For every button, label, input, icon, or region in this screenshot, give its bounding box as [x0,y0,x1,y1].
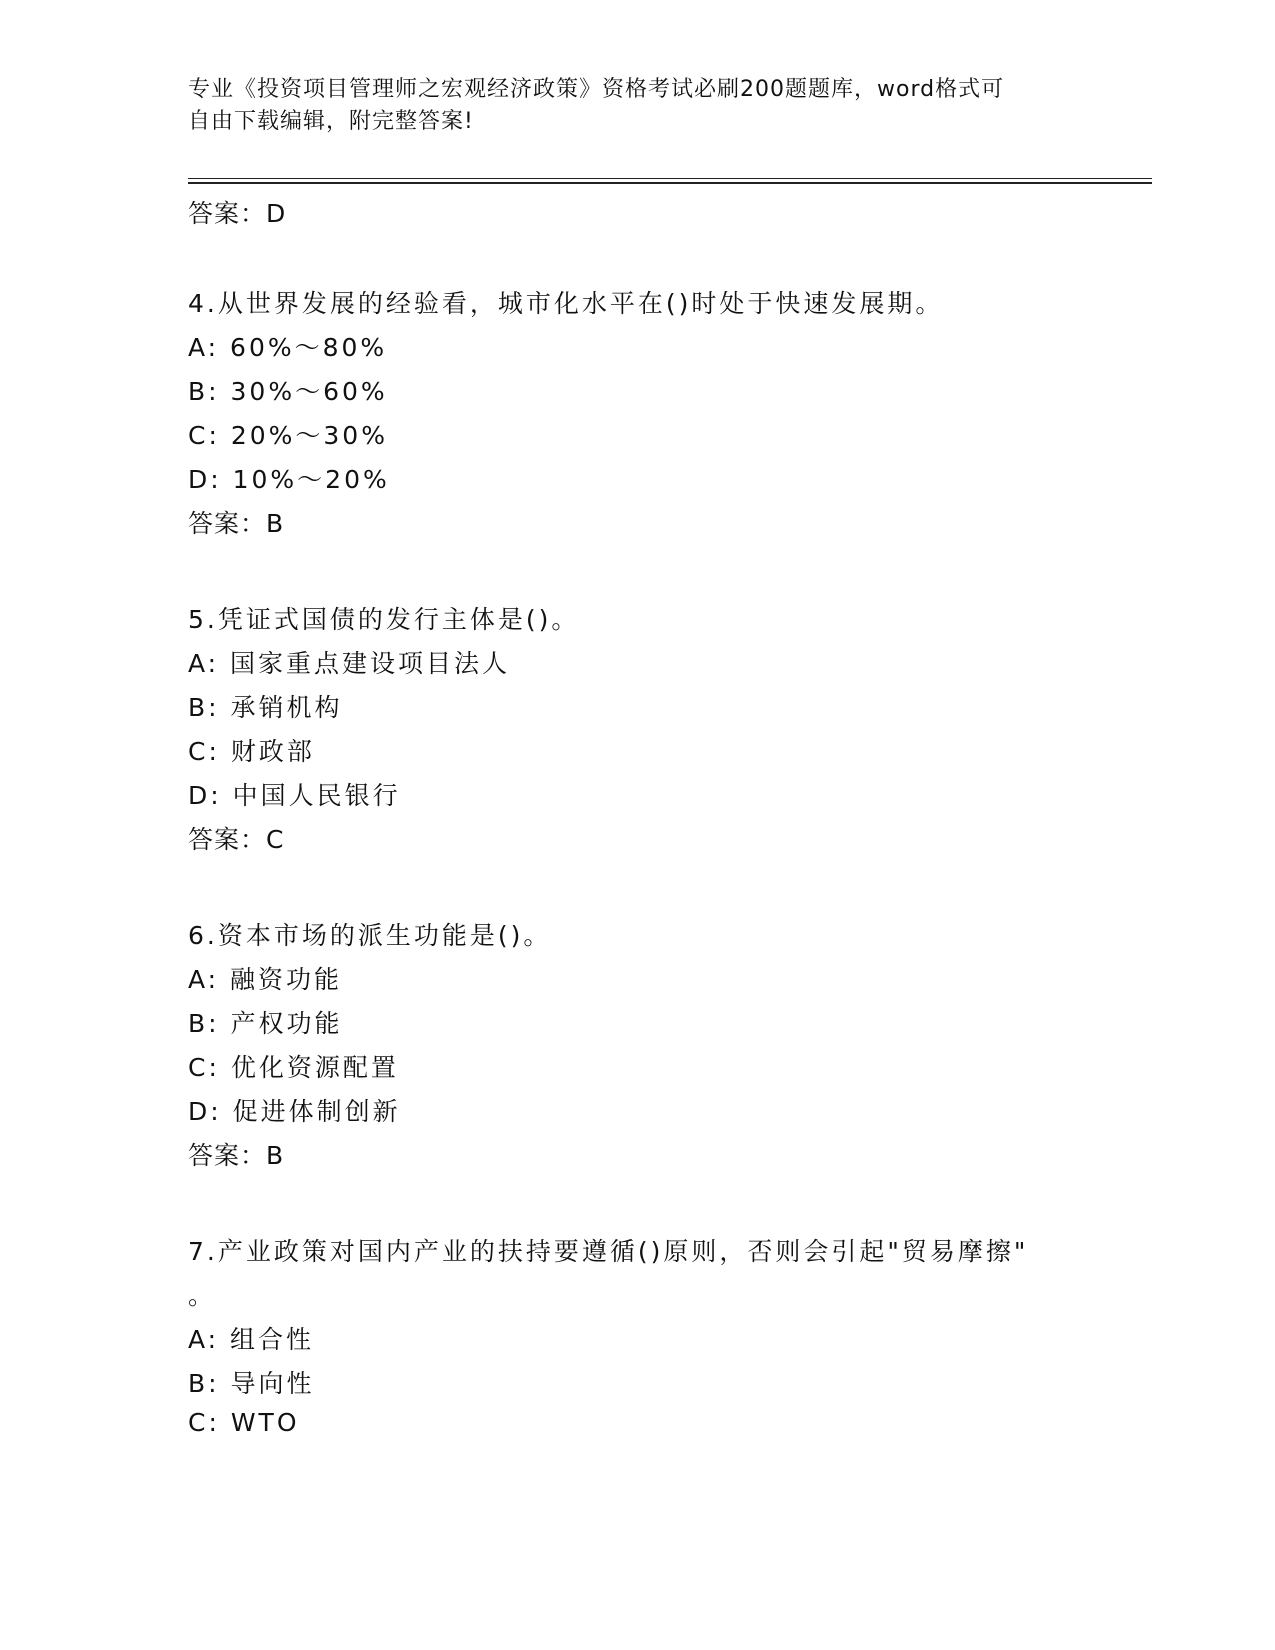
option-d: D: 中国人民银行 [188,781,401,810]
answer-label: 答案：C [188,825,285,854]
header-divider-thin [188,178,1152,179]
option-c: C: 财政部 [188,737,315,766]
document-header [188,74,1068,138]
option-c: C: 优化资源配置 [188,1053,399,1082]
question-stem: 6.资本市场的派生功能是()。 [188,921,552,950]
option-a: A: 国家重点建设项目法人 [188,649,511,678]
option-d: D: 10%～20% [188,465,390,494]
option-d: D: 促进体制创新 [188,1097,401,1126]
answer-label: 答案：D [188,199,287,228]
option-b: B: 导向性 [188,1369,315,1398]
option-a: A: 组合性 [188,1325,315,1354]
option-a: A: 60%～80% [188,333,388,362]
question-stem: 4.从世界发展的经验看，城市化水平在()时处于快速发展期。 [188,289,944,318]
header-divider-thick [188,182,1152,184]
question-stem: 5.凭证式国债的发行主体是()。 [188,605,580,634]
option-a: A: 融资功能 [188,965,343,994]
header-line-2: 自由下载编辑，附完整答案! [188,109,474,134]
question-stem-continuation: 。 [188,1281,217,1310]
option-c: C: 20%～30% [188,421,388,450]
option-b: B: 产权功能 [188,1009,343,1038]
answer-label: 答案：B [188,1141,285,1170]
option-b: B: 承销机构 [188,693,343,722]
question-stem: 7.产业政策对国内产业的扶持要遵循()原则，否则会引起"贸易摩擦" [188,1237,1029,1266]
answer-label: 答案：B [188,509,285,538]
option-b: B: 30%～60% [188,377,388,406]
option-c: C: WTO [188,1408,300,1437]
header-line-1: 专业《投资项目管理师之宏观经济政策》资格考试必刷200题题库，word格式可 [188,77,1005,102]
